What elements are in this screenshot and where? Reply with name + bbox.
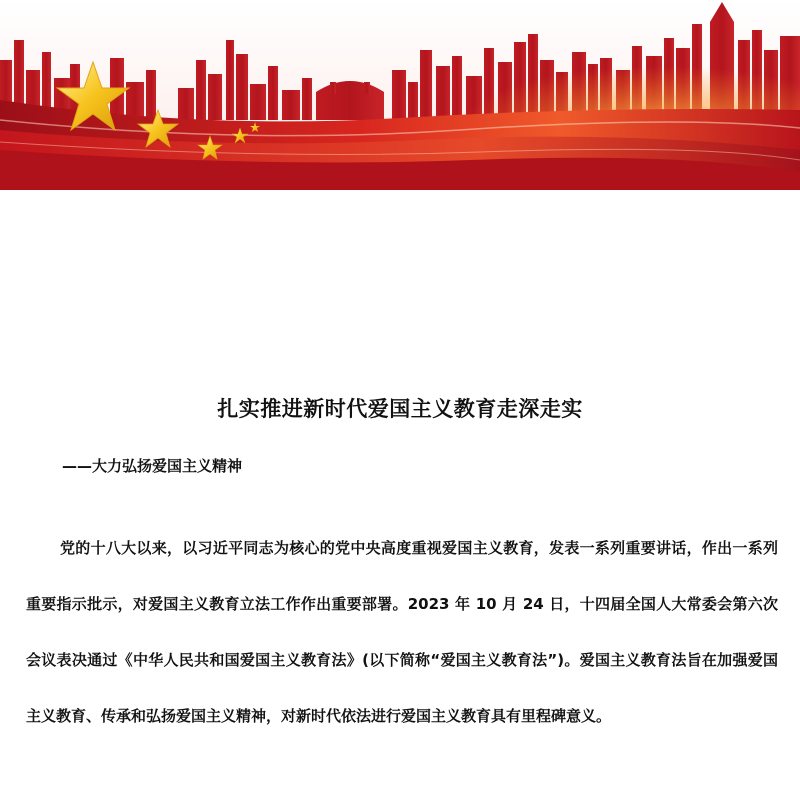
body-paragraph: 党的十八大以来，以习近平同志为核心的党中央高度重视爱国主义教育，发表一系列重要讲话，作出一系列重要指示批示，对爱国主义教育立法工作作出重要部署。2023 年 10 月 24 日，十四届全国人大常委会第六次会议表决通过《中华人民共和国爱国主义教育法》(以下简称“爱国主义教育法”)。爱国主义教育法旨在加强爱国主义教育、传承和弘扬爱国主义精神，对新时代依法进行爱国主义教育具有里程碑意义。 <box>26 539 778 725</box>
header-banner <box>0 0 800 190</box>
document-subtitle: ——大力弘扬爱国主义精神 <box>62 457 243 475</box>
document-title: 扎实推进新时代爱国主义教育走深走实 <box>217 397 583 421</box>
